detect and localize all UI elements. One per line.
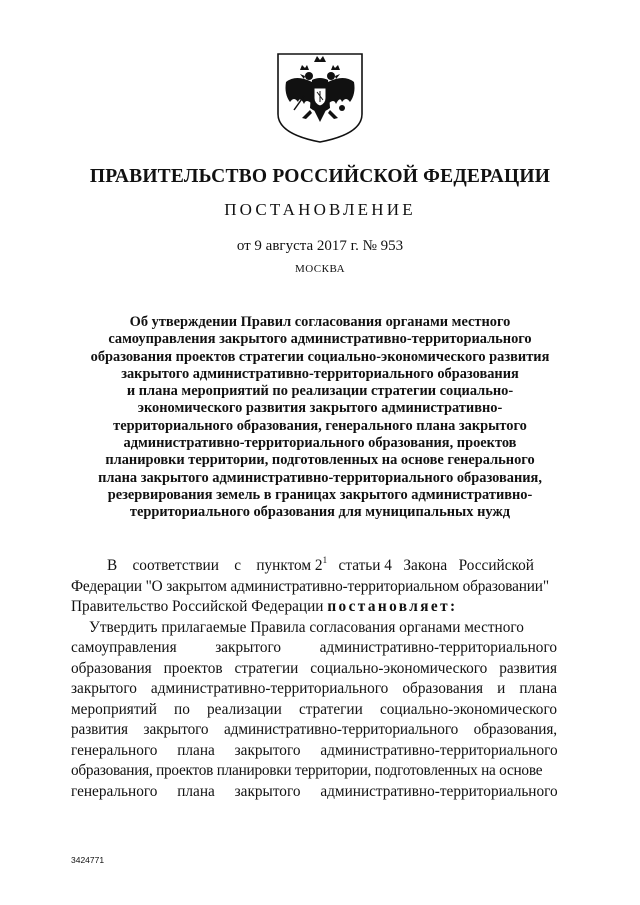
- paragraph-line: генерального плана закрытого административно-территориального: [71, 741, 558, 759]
- paragraph-line: самоуправления закрытого административно-территориального: [71, 639, 557, 656]
- preamble-line: [71, 556, 557, 577]
- footnote-superscript: 1: [322, 555, 328, 565]
- document-type: ПОСТАНОВЛЕНИЕ: [224, 200, 416, 219]
- preamble-text: статьи 4 Закона Российской: [327, 557, 534, 574]
- preamble-line: [71, 597, 557, 618]
- heading-line: плана закрытого административно-территориального образования,: [98, 469, 542, 486]
- document-body: [71, 556, 557, 802]
- coat-of-arms-russia-icon: [276, 52, 364, 144]
- paragraph-line: Утвердить прилагаемые Правила согласования органами местного: [89, 618, 524, 636]
- heading-line: административно-территориального образования, проектов: [123, 435, 517, 452]
- heading-line: Об утверждении Правил согласования органами местного: [129, 314, 511, 330]
- heading-line: и плана мероприятий по реализации стратегии социально-: [126, 383, 514, 400]
- heading-line: экономического развития закрытого административно-: [137, 400, 503, 417]
- document-heading: [60, 314, 580, 522]
- heading-line: планировки территории, подготовленных на основе генерального: [105, 452, 535, 469]
- heading-line: резервирования земель в границах закрытого административно-: [107, 486, 533, 503]
- paragraph-line: генерального плана закрытого административно-территориального: [71, 782, 558, 800]
- paragraph-line: закрытого административно-территориального образования и плана: [71, 680, 557, 697]
- decree-word: постановляет:: [327, 598, 458, 615]
- heading-line: образования проектов стратегии социально-экономического развития: [90, 348, 550, 365]
- preamble-line: Федерации "О закрытом административно-территориальном образовании": [71, 577, 549, 595]
- preamble-text: Правительство Российской Федерации: [71, 598, 328, 615]
- heading-line: закрытого административно-территориального образования: [121, 365, 519, 382]
- heading-line: самоуправления закрытого административно-территориального: [108, 331, 532, 348]
- paragraph-line: образования, проектов планировки территории, подготовленных на основе: [71, 762, 543, 779]
- heading-line: территориального образования, генерального плана закрытого: [113, 417, 527, 434]
- preamble-text: В соответствии с пунктом 2: [107, 557, 323, 574]
- paragraph-line: мероприятий по реализации стратегии социально-экономического: [71, 700, 557, 718]
- paragraph-line: образования проектов стратегии социально-экономического развития: [71, 659, 557, 677]
- document-date-number: от 9 августа 2017 г. № 953: [236, 238, 404, 254]
- document-city: МОСКВА: [294, 263, 346, 275]
- paragraph-line: развития закрытого административно-территориального образования,: [71, 721, 557, 738]
- document-code: 3424771: [71, 855, 105, 865]
- heading-line: территориального образования для муниципальных нужд: [129, 504, 511, 521]
- government-title: ПРАВИТЕЛЬСТВО РОССИЙСКОЙ ФЕДЕРАЦИИ: [89, 166, 551, 187]
